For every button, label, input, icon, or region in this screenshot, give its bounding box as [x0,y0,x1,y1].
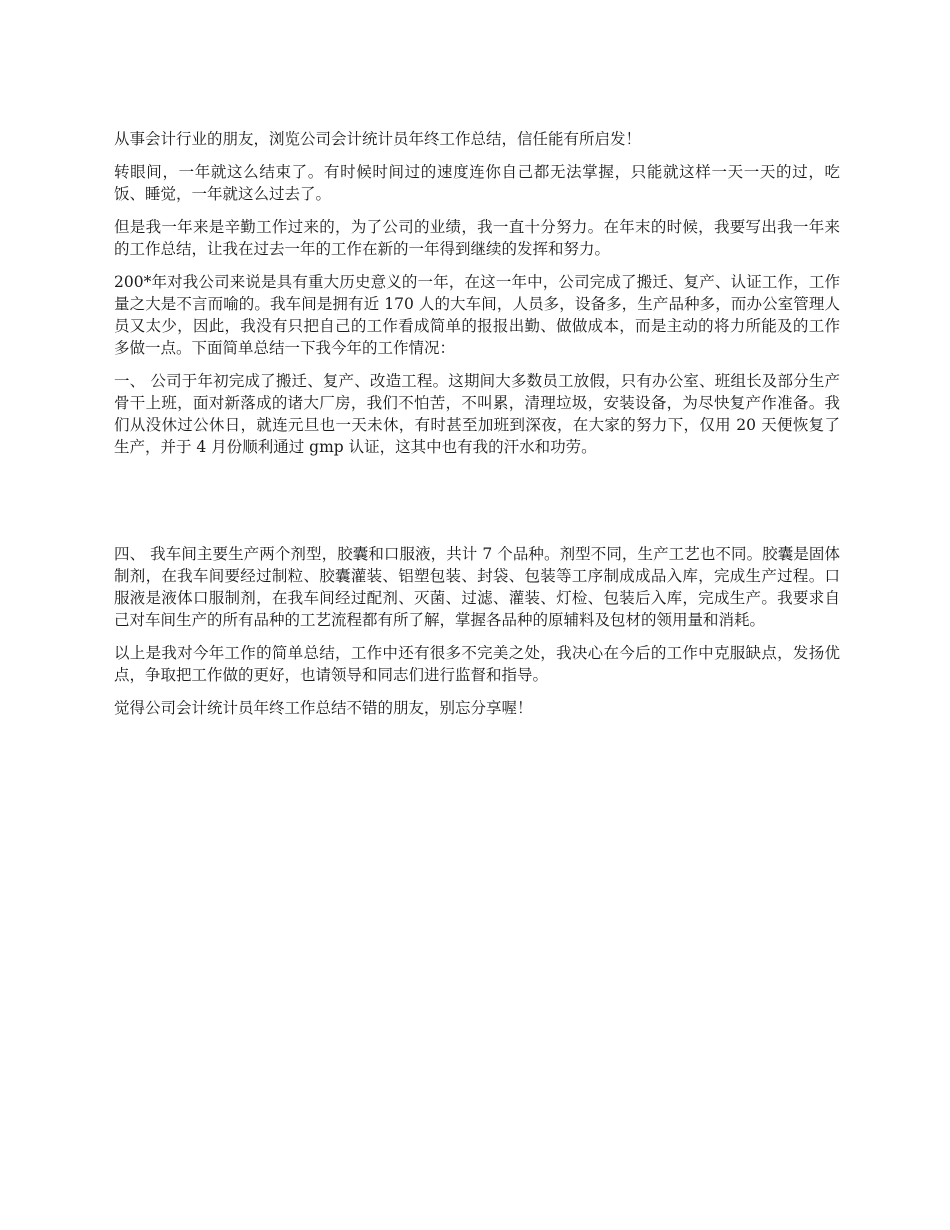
section-four-paragraph: 四、 我车间主要生产两个剂型，胶囊和口服液，共计 7 个品种。剂型不同，生产工艺也不同。胶囊是固体制剂，在我车间要经过制粒、胶囊灌装、铝塑包装、封袋、包装等工序制成成品入库，完成生产过程。口服液是液体口服制剂，在我车间经过配剂、灭菌、过滤、灌装、灯检、包装后入库，完成生产。我要求自己对车间生产的所有品种的工艺流程都有所了解，掌握各品种的原辅料及包材的领用量和消耗。 [114,545,840,629]
conclusion-paragraph: 以上是我对今年工作的简单总结，工作中还有很多不完美之处，我决心在今后的工作中克服缺点，发扬优点，争取把工作做的更好，也请领导和同志们进行监督和指导。 [114,644,840,684]
document-body [114,128,840,730]
closing-paragraph: 觉得公司会计统计员年终工作总结不错的朋友，别忘分享喔！ [114,699,533,717]
body-paragraph: 200*年对我公司来说是具有重大历史意义的一年，在这一年中，公司完成了搬迁、复产、认证工作，工作量之大是不言而喻的。我车间是拥有近 170 人的大车间，人员多，设备多，生产品种多，而办公室管理人员又太少，因此，我没有只把自己的工作看成简单的报报出勤、做做成本，而是主动的将力所能及的工作多做一点。下面简单总结一下我今年的工作情况： [114,273,840,357]
body-paragraph: 但是我一年来是辛勤工作过来的，为了公司的业绩，我一直十分努力。在年末的时候，我要写出我一年来的工作总结，让我在过去一年的工作在新的一年得到继续的发挥和努力。 [114,218,840,258]
intro-paragraph: 从事会计行业的朋友，浏览公司会计统计员年终工作总结，信任能有所启发！ [114,130,642,148]
section-one-paragraph: 一、 公司于年初完成了搬迁、复产、改造工程。这期间大多数员工放假，只有办公室、班组长及部分生产骨干上班，面对新落成的诸大厂房，我们不怕苦，不叫累，清理垃圾，安装设备，为尽快复产作准备。我们从没休过公休日，就连元旦也一天未休，有时甚至加班到深夜，在大家的努力下，仅用 20 天便恢复了生产，并于 4 月份顺利通过 gmp 认证，这其中也有我的汗水和功劳。 [114,372,840,456]
blank-gap [114,469,840,543]
body-paragraph: 转眼间，一年就这么结束了。有时候时间过的速度连你自己都无法掌握，只能就这样一天一天的过，吃饭、睡觉，一年就这么过去了。 [114,163,840,203]
